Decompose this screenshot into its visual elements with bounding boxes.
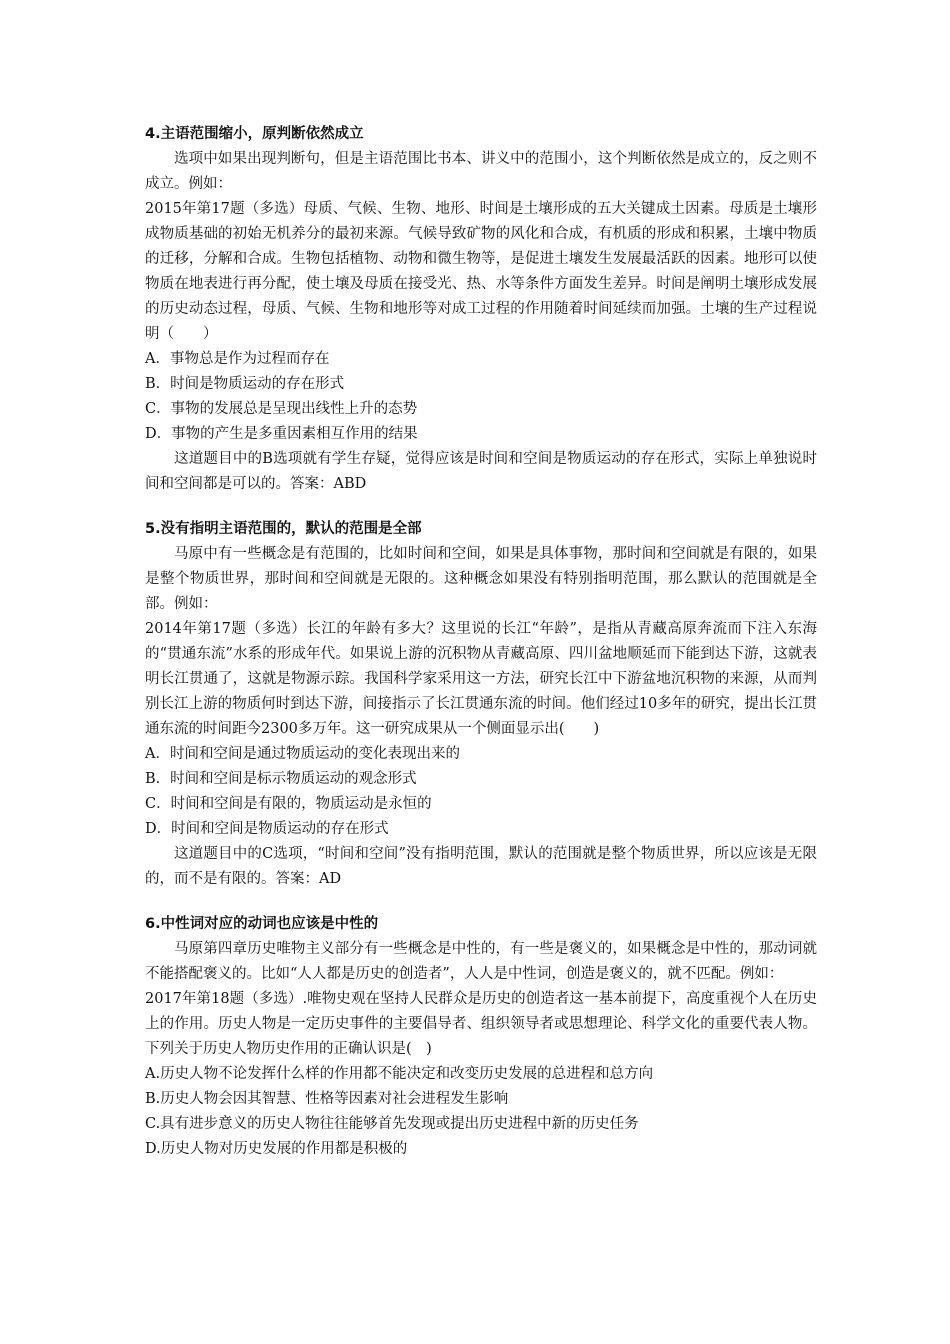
section-intro: 马原第四章历史唯物主义部分有一些概念是中性的，有一些是褒义的，如果概念是中性的，那动词就不能搭配褒义的。比如“人人都是历史的创造者”，人人是中性词，创造是褒义的，就不匹配。例如： xyxy=(145,941,817,982)
explanation-text: 这道题目中的C选项，“时间和空间”没有指明范围，默认的范围就是整个物质世界，所以应该是无限的，而不是有限的。答案：AD xyxy=(145,846,817,887)
section-5 xyxy=(145,517,817,892)
question-text: 2017年第18题（多选）.唯物史观在坚持人民群众是历史的创造者这一基本前提下，高度重视个人在历史上的作用。历史人物是一定历史事件的主要倡导者、组织领导者或思想理论、科学文化的重要代表人物。下列关于历史人物历史作用的正确认识是( ) xyxy=(145,991,817,1057)
section-heading: 6.中性词对应的动词也应该是中性的 xyxy=(145,916,379,932)
option-a: A.历史人物不论发挥什么样的作用都不能决定和改变历史发展的总进程和总方向 xyxy=(145,1066,654,1082)
option-d: D．事物的产生是多重因素相互作用的结果 xyxy=(145,426,418,442)
option-b: B．时间是物质运动的存在形式 xyxy=(145,376,345,392)
option-c: C.具有进步意义的历史人物往往能够首先发现或提出历史进程中新的历史任务 xyxy=(145,1116,639,1132)
option-b: B.历史人物会因其智慧、性格等因素对社会进程发生影响 xyxy=(145,1091,509,1107)
question-text: 2014年第17题（多选）长江的年龄有多大？这里说的长江“年龄”，是指从青藏高原奔流而下注入东海的“贯通东流”水系的形成年代。如果说上游的沉积物从青藏高原、四川盆地顺延而下能到达下游，这就表明长江贯通了，这就是物源示踪。我国科学家采用这一方法，研究长江中下游盆地沉积物的来源，从而判别长江上游的物质何时到达下游，间接指示了长江贯通东流的时间。他们经过10多年的研究，提出长江贯通东流的时间距今2300多万年。这一研究成果从一个侧面显示出( ) xyxy=(145,621,817,737)
section-6 xyxy=(145,912,817,1162)
option-c: C．时间和空间是有限的，物质运动是永恒的 xyxy=(145,796,432,812)
question-text: 2015年第17题（多选）母质、气候、生物、地形、时间是土壤形成的五大关键成土因素。母质是土壤形成物质基础的初始无机养分的最初来源。气候导致矿物的风化和合成，有机质的形成和积累，土壤中物质的迁移，分解和合成。生物包括植物、动物和微生物等，是促进土壤发生发展最活跃的因素。地形可以使物质在地表进行再分配，使土壤及母质在接受光、热、水等条件方面发生差异。时间是阐明土壤形成发展的历史动态过程，母质、气候、生物和地形等对成工过程的作用随着时间延续而加强。土壤的生产过程说明（ ） xyxy=(145,201,817,342)
option-c: C．事物的发展总是呈现出线性上升的态势 xyxy=(145,401,418,417)
option-a: A．事物总是作为过程而存在 xyxy=(145,351,330,367)
section-heading: 5.没有指明主语范围的，默认的范围是全部 xyxy=(145,521,422,537)
document-page xyxy=(145,122,817,1182)
option-d: D．时间和空间是物质运动的存在形式 xyxy=(145,821,389,837)
explanation-text: 这道题目中的B选项就有学生存疑，觉得应该是时间和空间是物质运动的存在形式，实际上单独说时间和空间都是可以的。答案：ABD xyxy=(145,451,817,492)
section-intro: 选项中如果出现判断句，但是主语范围比书本、讲义中的范围小，这个判断依然是成立的，反之则不成立。例如： xyxy=(145,151,817,192)
option-a: A．时间和空间是通过物质运动的变化表现出来的 xyxy=(145,746,460,762)
section-4 xyxy=(145,122,817,497)
option-d: D.历史人物对历史发展的作用都是积极的 xyxy=(145,1141,408,1157)
option-b: B．时间和空间是标示物质运动的观念形式 xyxy=(145,771,417,787)
section-intro: 马原中有一些概念是有范围的，比如时间和空间，如果是具体事物，那时间和空间就是有限的，如果是整个物质世界，那时间和空间就是无限的。这种概念如果没有特别指明范围，那么默认的范围就是全部。例如： xyxy=(145,546,817,612)
section-heading: 4.主语范围缩小，原判断依然成立 xyxy=(145,126,364,142)
